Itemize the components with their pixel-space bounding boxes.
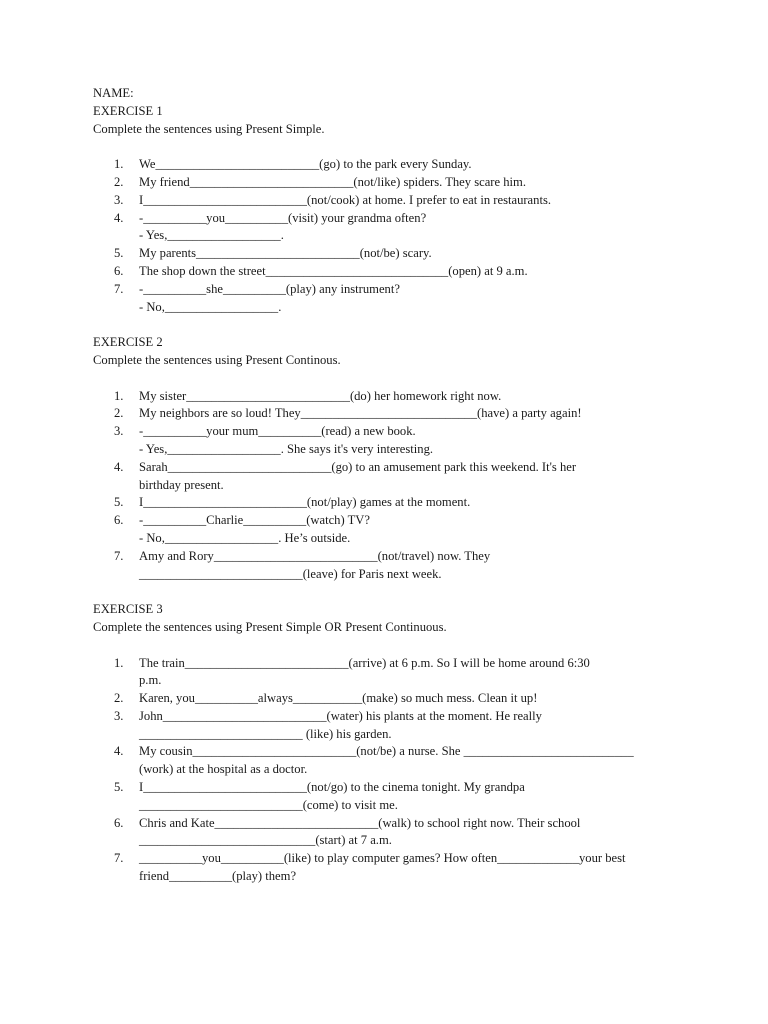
question-number: 3. bbox=[114, 708, 124, 723]
question-list bbox=[93, 388, 693, 584]
question-item bbox=[93, 512, 693, 548]
question-text: My parents__________________________(not/be) scary. bbox=[139, 246, 432, 261]
question-number: 7. bbox=[114, 851, 124, 866]
question-number: 1. bbox=[114, 655, 124, 670]
question-item bbox=[93, 779, 693, 815]
question-number: 6. bbox=[114, 815, 124, 830]
question-item bbox=[93, 708, 693, 744]
question-item bbox=[93, 210, 693, 246]
question-item bbox=[93, 459, 693, 495]
question-text: John__________________________(water) his plants at the moment. He really bbox=[139, 708, 542, 723]
question-text: -__________Charlie__________(watch) TV? bbox=[139, 513, 370, 528]
question-item bbox=[93, 690, 693, 708]
question-item bbox=[93, 281, 693, 317]
question-item bbox=[93, 548, 693, 584]
question-text: __________you__________(like) to play computer games? How often_____________your best bbox=[139, 851, 626, 866]
question-text: ____________________________(start) at 7 a.m. bbox=[139, 833, 392, 848]
question-text: (work) at the hospital as a doctor. bbox=[139, 762, 308, 777]
question-text: - No,__________________. He’s outside. bbox=[139, 530, 351, 545]
question-text: __________________________(leave) for Paris next week. bbox=[139, 566, 442, 581]
question-text: birthday present. bbox=[139, 477, 224, 492]
exercises bbox=[93, 103, 693, 886]
question-text: The train__________________________(arrive) at 6 p.m. So I will be home around 6:30 bbox=[139, 655, 590, 670]
question-text: -__________she__________(play) any instrument? bbox=[139, 281, 400, 296]
question-number: 6. bbox=[114, 513, 124, 528]
question-text: The shop down the street_____________________________(open) at 9 a.m. bbox=[139, 263, 528, 278]
question-text: - No,__________________. bbox=[139, 299, 282, 314]
question-text: I__________________________(not/play) games at the moment. bbox=[139, 495, 471, 510]
question-item bbox=[93, 245, 693, 263]
question-text: My friend__________________________(not/like) spiders. They scare him. bbox=[139, 174, 526, 189]
spacer bbox=[93, 637, 693, 655]
exercise-1 bbox=[93, 103, 693, 317]
question-number: 3. bbox=[114, 192, 124, 207]
question-item bbox=[93, 174, 693, 192]
section-spacer bbox=[93, 583, 693, 601]
question-text: friend__________(play) them? bbox=[139, 869, 297, 884]
question-number: 7. bbox=[114, 281, 124, 296]
question-item bbox=[93, 156, 693, 174]
question-number: 4. bbox=[114, 744, 124, 759]
question-item bbox=[93, 743, 693, 779]
question-text: -__________your mum__________(read) a new book. bbox=[139, 424, 416, 439]
exercise-3 bbox=[93, 601, 693, 886]
question-number: 1. bbox=[114, 157, 124, 172]
question-list bbox=[93, 655, 693, 886]
question-item bbox=[93, 494, 693, 512]
worksheet bbox=[93, 85, 693, 886]
question-number: 4. bbox=[114, 210, 124, 225]
exercise-2 bbox=[93, 334, 693, 583]
question-text: Sarah__________________________(go) to an amusement park this weekend. It's her bbox=[139, 459, 577, 474]
exercise-instruction: Complete the sentences using Present Simple OR Present Continuous. bbox=[93, 619, 447, 634]
section-spacer bbox=[93, 316, 693, 334]
question-text: p.m. bbox=[139, 673, 162, 688]
question-item bbox=[93, 423, 693, 459]
question-text: - Yes,__________________. She says it's very interesting. bbox=[139, 441, 434, 456]
question-text: I__________________________(not/go) to the cinema tonight. My grandpa bbox=[139, 780, 525, 795]
question-item bbox=[93, 263, 693, 281]
question-number: 3. bbox=[114, 424, 124, 439]
question-text: Amy and Rory__________________________(not/travel) now. They bbox=[139, 548, 491, 563]
question-text: My cousin__________________________(not/be) a nurse. She ___________________________ bbox=[139, 744, 634, 759]
question-number: 7. bbox=[114, 548, 124, 563]
question-number: 2. bbox=[114, 691, 124, 706]
question-text: I__________________________(not/cook) at home. I prefer to eat in restaurants. bbox=[139, 192, 551, 207]
spacer bbox=[93, 370, 693, 388]
question-number: 5. bbox=[114, 780, 124, 795]
question-text: - Yes,__________________. bbox=[139, 228, 284, 243]
exercise-instruction: Complete the sentences using Present Continous. bbox=[93, 352, 341, 367]
question-text: -__________you__________(visit) your grandma often? bbox=[139, 210, 427, 225]
name-label: NAME: bbox=[93, 86, 134, 100]
question-text: Chris and Kate__________________________(walk) to school right now. Their school bbox=[139, 815, 581, 830]
exercise-title: EXERCISE 3 bbox=[93, 602, 163, 617]
exercise-instruction: Complete the sentences using Present Simple. bbox=[93, 121, 325, 136]
exercise-title: EXERCISE 2 bbox=[93, 335, 163, 350]
question-text: My neighbors are so loud! They____________________________(have) a party again! bbox=[139, 406, 582, 421]
question-number: 4. bbox=[114, 459, 124, 474]
question-number: 5. bbox=[114, 495, 124, 510]
question-text: __________________________ (like) his garden. bbox=[139, 726, 392, 741]
question-number: 2. bbox=[114, 406, 124, 421]
question-number: 5. bbox=[114, 246, 124, 261]
question-number: 6. bbox=[114, 263, 124, 278]
exercise-title: EXERCISE 1 bbox=[93, 103, 163, 118]
question-text: We__________________________(go) to the park every Sunday. bbox=[139, 157, 472, 172]
question-item bbox=[93, 388, 693, 406]
question-number: 1. bbox=[114, 388, 124, 403]
question-item bbox=[93, 850, 693, 886]
question-text: My sister__________________________(do) her homework right now. bbox=[139, 388, 502, 403]
question-list bbox=[93, 156, 693, 316]
question-item bbox=[93, 815, 693, 851]
question-text: Karen, you__________always___________(make) so much mess. Clean it up! bbox=[139, 691, 538, 706]
spacer bbox=[93, 138, 693, 156]
question-number: 2. bbox=[114, 174, 124, 189]
question-item bbox=[93, 655, 693, 691]
question-item bbox=[93, 405, 693, 423]
question-item bbox=[93, 192, 693, 210]
question-text: __________________________(come) to visit me. bbox=[139, 797, 398, 812]
